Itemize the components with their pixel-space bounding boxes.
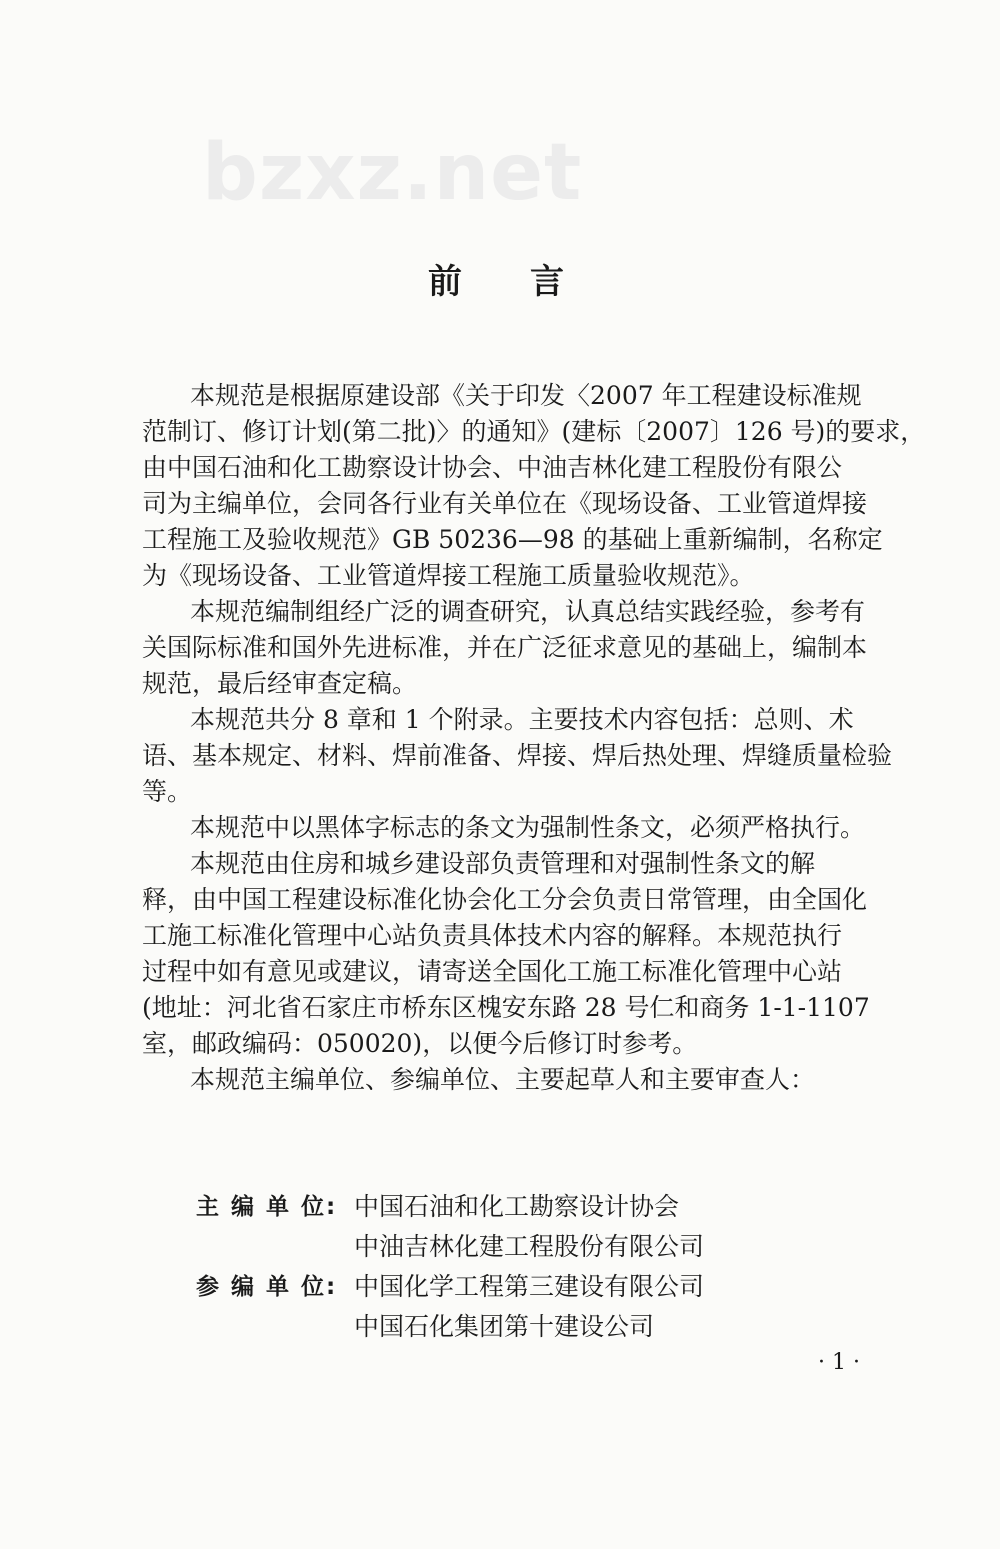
paragraph <box>142 594 890 702</box>
text-line: 语、基本规定、材料、焊前准备、焊接、焊后热处理、焊缝质量检验 <box>142 741 893 770</box>
title-char-2: 言 <box>530 262 572 302</box>
organization-name: 中油吉林化建工程股份有限公司 <box>354 1232 705 1261</box>
watermark: bzxz.net <box>202 128 583 218</box>
text-line: 为《现场设备、工业管道焊接工程施工质量验收规范》。 <box>142 561 755 590</box>
page-number: · 1 · <box>818 1350 860 1375</box>
text-line: 范制订、修订计划(第二批)〉的通知》(建标〔2007〕126 号)的要求， <box>142 417 926 446</box>
role-row-chief-editor <box>196 1187 704 1267</box>
organization-name: 中国石油和化工勘察设计协会 <box>354 1192 680 1221</box>
role-row-participating <box>196 1267 704 1347</box>
paragraph <box>142 846 890 1062</box>
organization-name: 中国化学工程第三建设有限公司 <box>354 1272 705 1301</box>
text-line: 由中国石油和化工勘察设计协会、中油吉林化建工程股份有限公 <box>142 453 843 482</box>
text-line: 工施工标准化管理中心站负责具体技术内容的解释。本规范执行 <box>142 921 843 950</box>
roles-list <box>196 1187 704 1347</box>
text-line: 本规范是根据原建设部《关于印发〈2007 年工程建设标准规 <box>190 381 862 410</box>
text-line: 释，由中国工程建设标准化协会化工分会负责日常管理，由全国化 <box>142 885 868 914</box>
text-line: 过程中如有意见或建议，请寄送全国化工施工标准化管理中心站 <box>142 957 843 986</box>
text-line: 等。 <box>142 777 193 806</box>
text-line: 关国际标准和国外先进标准，并在广泛征求意见的基础上，编制本 <box>142 633 868 662</box>
text-line: 本规范编制组经广泛的调查研究，认真总结实践经验，参考有 <box>190 597 866 626</box>
organization-name: 中国石化集团第十建设公司 <box>354 1312 655 1341</box>
role-label: 主 编 单 位: <box>196 1194 338 1220</box>
text-line: 室，邮政编码：050020)，以便今后修订时参考。 <box>142 1029 698 1058</box>
role-values <box>354 1187 704 1267</box>
text-line: 司为主编单位，会同各行业有关单位在《现场设备、工业管道焊接 <box>142 489 868 518</box>
text-line: 本规范中以黑体字标志的条文为强制性条文，必须严格执行。 <box>190 813 866 842</box>
preface-body <box>142 378 926 1098</box>
text-line: 本规范主编单位、参编单位、主要起草人和主要审查人： <box>190 1065 816 1094</box>
text-line: 本规范共分 8 章和 1 个附录。主要技术内容包括：总则、术 <box>190 705 854 734</box>
paragraph <box>142 702 893 810</box>
text-line: (地址：河北省石家庄市桥东区槐安东路 28 号仁和商务 1-1-1107 <box>142 993 870 1022</box>
role-label: 参 编 单 位: <box>196 1274 338 1300</box>
paragraph <box>142 378 926 594</box>
paragraph <box>142 810 890 846</box>
text-line: 本规范由住房和城乡建设部负责管理和对强制性条文的解 <box>190 849 816 878</box>
text-line: 工程施工及验收规范》GB 50236—98 的基础上重新编制，名称定 <box>142 525 883 554</box>
title-char-1: 前 <box>428 262 470 302</box>
page-title <box>0 254 1000 303</box>
paragraph <box>142 1062 890 1098</box>
role-values <box>354 1267 704 1347</box>
text-line: 规范，最后经审查定稿。 <box>142 669 418 698</box>
